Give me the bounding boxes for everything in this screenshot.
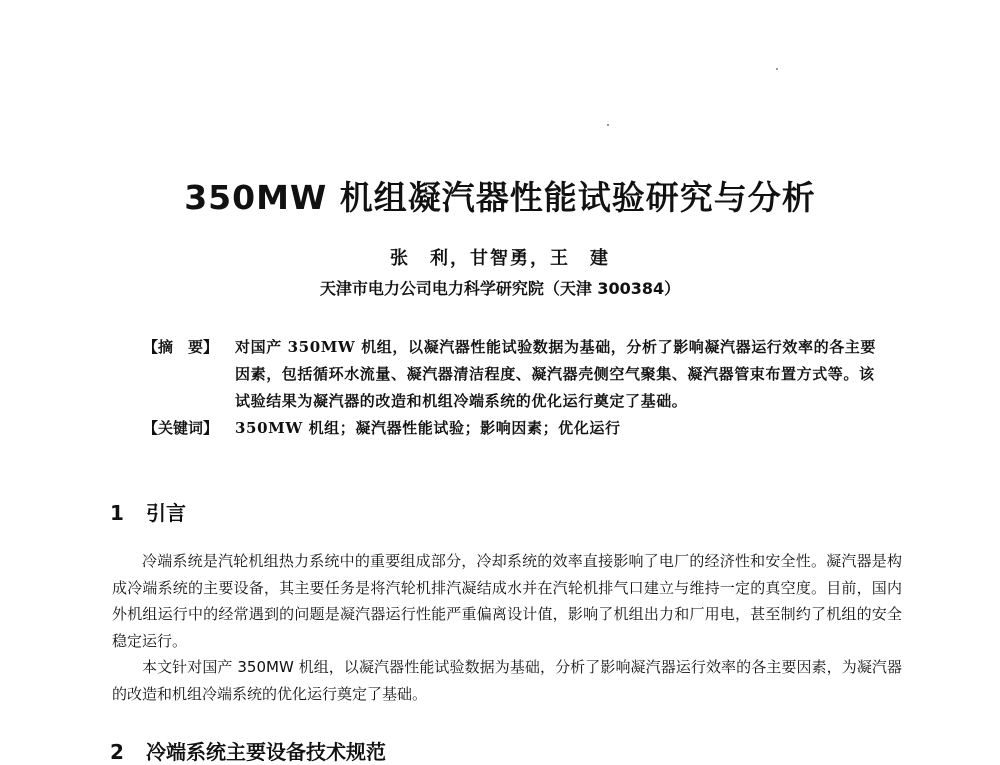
abstract-text: 对国产 350MW 机组，以凝汽器性能试验数据为基础，分析了影响凝汽器运行效率的各主要因素，包括循环水流量、凝汽器清洁程度、凝汽器壳侧空气聚集、凝汽器管束布置方式等。该试验结果为凝汽器的改造和机组冷端系统的优化运行奠定了基础。 (235, 338, 877, 410)
section-1-body (112, 548, 902, 707)
paper-affiliation: 天津市电力公司电力科学研究院（天津 300384） (319, 279, 681, 298)
abstract-row (143, 334, 883, 415)
section-number: 2 (110, 740, 124, 764)
scan-speck (776, 68, 778, 70)
paper-authors: 张 利，甘智勇，王 建 (390, 248, 610, 269)
paragraph: 冷端系统是汽轮机组热力系统中的重要组成部分，冷却系统的效率直接影响了电厂的经济性和安全性。凝汽器是构成冷端系统的主要设备，其主要任务是将汽轮机排汽凝结成水并在汽轮机排气口建立与维持一定的真空度。目前，国内外机组运行中的经常遇到的问题是凝汽器运行性能严重偏离设计值，影响了机组出力和厂用电，甚至制约了机组的安全稳定运行。 (112, 552, 902, 650)
abstract-label: 【摘 要】 (143, 338, 219, 356)
scan-speck (607, 124, 609, 126)
section-number: 1 (110, 501, 124, 525)
abstract-block (143, 334, 883, 442)
section-1-heading (110, 497, 186, 526)
section-title: 冷端系统主要设备技术规范 (146, 740, 386, 764)
section-title: 引言 (146, 501, 186, 525)
keywords-row (143, 415, 883, 442)
paper-title: 350MW 机组凝汽器性能试验研究与分析 (184, 178, 816, 217)
keywords-label: 【关键词】 (143, 419, 219, 437)
keywords-text: 350MW 机组；凝汽器性能试验；影响因素；优化运行 (235, 419, 621, 437)
paragraph: 本文针对国产 350MW 机组，以凝汽器性能试验数据为基础，分析了影响凝汽器运行效率的各主要因素，为凝汽器的改造和机组冷端系统的优化运行奠定了基础。 (112, 658, 902, 703)
